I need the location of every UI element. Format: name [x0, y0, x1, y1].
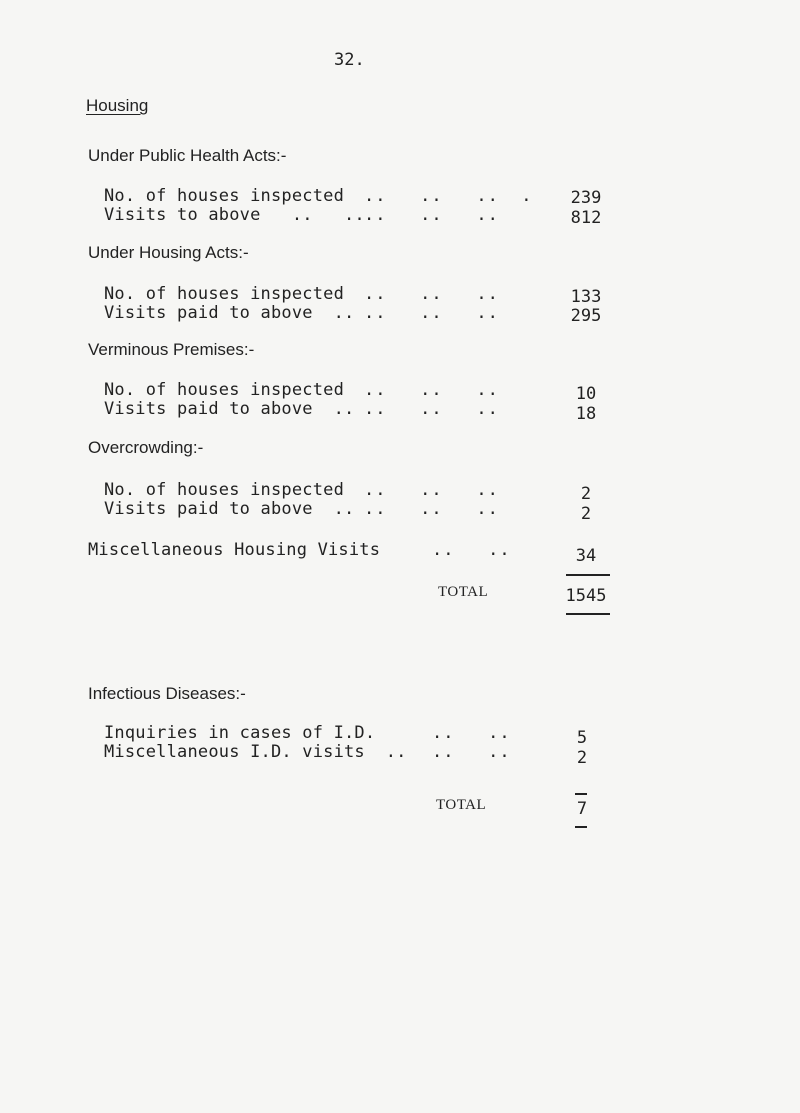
section-heading: Infectious Diseases:-	[88, 684, 246, 703]
row-label: Visits paid to above ..	[104, 303, 355, 323]
row-label: No. of houses inspected	[104, 186, 345, 206]
row-label: Inquiries in cases of I.D.	[104, 723, 376, 743]
row-label: No. of houses inspected	[104, 380, 345, 400]
row-label: No. of houses inspected	[104, 284, 345, 304]
housing-total-label: TOTAL	[438, 584, 489, 600]
row-label: Visits paid to above ..	[104, 499, 355, 519]
row-value: 10	[575, 384, 597, 404]
section-heading: Verminous Premises:-	[88, 340, 255, 359]
row-dots: .. .. ..	[364, 205, 499, 225]
section-heading: Under Housing Acts:-	[88, 243, 249, 262]
misc-dots: .. ..	[432, 540, 511, 560]
total-rule-bottom	[566, 613, 610, 615]
row-dots: .. ..	[432, 723, 511, 743]
id-total-rule-bottom	[575, 826, 587, 828]
id-total-value: 7	[576, 799, 588, 819]
row-dots: .. .. ..	[364, 399, 499, 419]
row-label: Visits paid to above ..	[104, 399, 355, 419]
section-heading: Under Public Health Acts:-	[88, 146, 287, 165]
row-value: 295	[570, 306, 602, 326]
row-dots: .. .. ..	[364, 380, 499, 400]
row-value: 18	[575, 404, 597, 424]
row-dots: .. ..	[432, 742, 511, 762]
section-heading: Overcrowding:-	[88, 438, 204, 457]
row-dots: .. .. ..	[364, 499, 499, 519]
row-dots: .. .. .. .	[364, 186, 533, 206]
row-value: 133	[570, 287, 602, 307]
total-rule-top	[566, 574, 610, 576]
row-dots: .. .. ..	[364, 303, 499, 323]
id-total-rule-top	[575, 793, 587, 795]
row-label: Miscellaneous I.D. visits ..	[104, 742, 407, 762]
row-value: 2	[576, 748, 588, 768]
row-label: No. of houses inspected	[104, 480, 345, 500]
row-value: 239	[570, 188, 602, 208]
row-label: Visits to above .. ..	[104, 205, 365, 225]
row-dots: .. .. ..	[364, 480, 499, 500]
row-value: 2	[580, 504, 592, 524]
row-value: 2	[580, 484, 592, 504]
row-dots: .. .. ..	[364, 284, 499, 304]
misc-label: Miscellaneous Housing Visits	[88, 540, 381, 560]
housing-total-value: 1545	[565, 586, 607, 606]
row-value: 812	[570, 208, 602, 228]
misc-value: 34	[575, 546, 597, 566]
row-value: 5	[576, 728, 588, 748]
id-total-label: TOTAL	[436, 797, 487, 813]
page-number: 32.	[334, 50, 365, 70]
page-title: Housing	[86, 96, 149, 115]
